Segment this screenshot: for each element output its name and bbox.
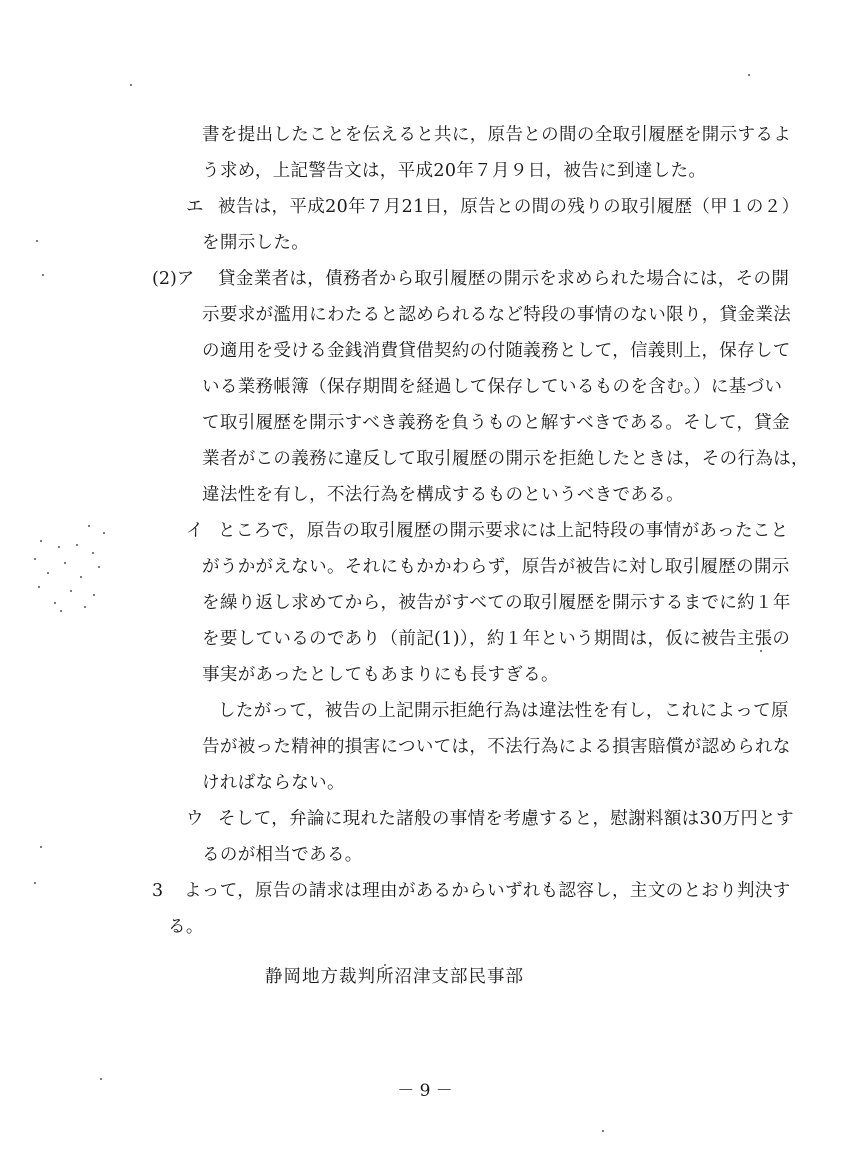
court-name: 静岡地方裁判所沼津支部民事部 (265, 967, 524, 987)
text-line: 告が被った精神的損害については，不法行為による損害賠償が認められな (202, 737, 791, 757)
item-marker: 3 (152, 881, 164, 901)
text-line: 示要求が濫用にわたると認められるなど特段の事情のない限り，貸金業法 (202, 305, 792, 325)
text-line: 事実があったとしてもあまりにも長すぎる。 (202, 665, 559, 685)
text-line: いる業務帳簿（保存期間を経過して保存しているものを含む。）に基づい (202, 377, 783, 397)
item-marker: エ (186, 197, 204, 217)
item-marker: イ (186, 521, 204, 541)
text-line: よって，原告の請求は理由があるからいずれも認容し，主文のとおり判決す (184, 881, 791, 901)
text-line: したがって，被告の上記開示拒絶行為は違法性を有し，これによって原 (218, 701, 789, 721)
text-line: る。 (168, 917, 204, 937)
text-line: う求め，上記警告文は，平成20年７月９日，被告に到達した。 (202, 161, 707, 181)
item-marker: (2)ア (152, 269, 195, 289)
text-line: を開示した。 (202, 233, 310, 253)
text-line: 被告は，平成20年７月21日，原告との間の残りの取引履歴（甲１の２） (218, 197, 800, 217)
text-line: ければならない。 (202, 773, 345, 793)
text-line: 書を提出したことを伝えると共に，原告との間の全取引履歴を開示するよ (202, 125, 792, 145)
text-line: 貸金業者は，債務者から取引履歴の開示を求められた場合には，その開 (218, 269, 790, 289)
text-line: 違法性を有し，不法行為を構成するものというべきである。 (202, 485, 684, 505)
text-line: を要しているのであり（前記(1)），約１年という期間は，仮に被告主張の (202, 629, 791, 649)
text-line: がうかがえない。それにもかかわらず，原告が被告に対し取引履歴の開示 (202, 557, 790, 577)
text-line: て取引履歴を開示すべき義務を負うものと解すべきである。そして，貸金 (202, 413, 790, 433)
text-line: るのが相当である。 (202, 845, 363, 865)
text-line: 業者がこの義務に違反して取引履歴の開示を拒絶したときは，その行為は， (202, 449, 809, 469)
text-line: の適用を受ける金銭消費貸借契約の付随義務として，信義則上，保存して (202, 341, 791, 361)
text-line: そして，弁論に現れた諸般の事情を考慮すると，慰謝料額は30万円とす (218, 809, 794, 829)
text-line: を繰り返し求めてから，被告がすべての取引履歴を開示するまでに約１年 (202, 593, 791, 613)
text-line: ところで，原告の取引履歴の開示要求には上記特段の事情があったこと (218, 521, 789, 541)
page-number: － 9 － (397, 1081, 453, 1101)
item-marker: ウ (186, 809, 204, 829)
